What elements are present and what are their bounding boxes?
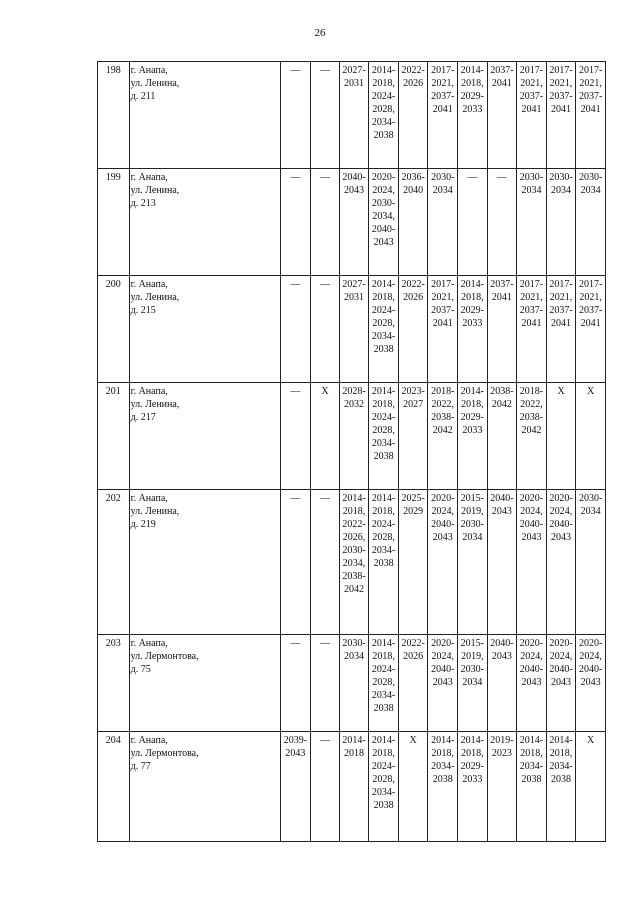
period-cell: 2027- 2031 (339, 62, 369, 169)
address-cell: г. Анапа, ул. Ленина, д. 211 (129, 62, 280, 169)
period-cell: — (311, 635, 340, 732)
period-cell: — (280, 276, 311, 383)
period-cell: — (487, 169, 517, 276)
period-cell: — (311, 276, 340, 383)
period-cell: X (576, 383, 606, 490)
row-number: 198 (98, 62, 130, 169)
period-cell: 2014- 2018, 2034- 2038 (517, 732, 547, 842)
address-cell: г. Анапа, ул. Лермонтова, д. 77 (129, 732, 280, 842)
period-cell: 2037- 2041 (487, 276, 517, 383)
period-cell: 2020- 2024, 2030- 2034, 2040- 2043 (369, 169, 399, 276)
period-cell: 2020- 2024, 2040- 2043 (576, 635, 606, 732)
period-cell: 2030- 2034 (339, 635, 369, 732)
period-cell: 2022- 2026 (398, 635, 428, 732)
row-number: 200 (98, 276, 130, 383)
address-cell: г. Анапа, ул. Ленина, д. 213 (129, 169, 280, 276)
table-body (98, 62, 606, 842)
period-cell: 2040- 2043 (487, 635, 517, 732)
period-cell: 2039- 2043 (280, 732, 311, 842)
address-cell: г. Анапа, ул. Ленина, д. 219 (129, 490, 280, 635)
period-cell: 2020- 2024, 2040- 2043 (546, 490, 576, 635)
period-cell: 2014- 2018 (339, 732, 369, 842)
period-cell: 2014- 2018, 2029- 2033 (458, 732, 488, 842)
period-cell: 2040- 2043 (339, 169, 369, 276)
period-cell: 2018- 2022, 2038- 2042 (428, 383, 458, 490)
period-cell: — (280, 383, 311, 490)
period-cell: — (311, 732, 340, 842)
row-number: 203 (98, 635, 130, 732)
period-cell: 2023- 2027 (398, 383, 428, 490)
table-row (98, 383, 606, 490)
row-number: 201 (98, 383, 130, 490)
period-cell: 2015- 2019, 2030- 2034 (458, 490, 488, 635)
period-cell: 2014- 2018, 2029- 2033 (458, 276, 488, 383)
period-cell: 2030- 2034 (546, 169, 576, 276)
period-cell: 2036- 2040 (398, 169, 428, 276)
period-cell: 2030- 2034 (517, 169, 547, 276)
period-cell: 2018- 2022, 2038- 2042 (517, 383, 547, 490)
period-cell: 2017- 2021, 2037- 2041 (546, 276, 576, 383)
row-number: 202 (98, 490, 130, 635)
row-number: 199 (98, 169, 130, 276)
period-cell: 2028- 2032 (339, 383, 369, 490)
period-cell: — (311, 62, 340, 169)
period-cell: 2017- 2021, 2037- 2041 (576, 62, 606, 169)
period-cell: 2025- 2029 (398, 490, 428, 635)
period-cell: 2017- 2021, 2037- 2041 (546, 62, 576, 169)
period-cell: — (280, 490, 311, 635)
period-cell: 2020- 2024, 2040- 2043 (517, 490, 547, 635)
period-cell: 2015- 2019, 2030- 2034 (458, 635, 488, 732)
period-cell: 2020- 2024, 2040- 2043 (428, 635, 458, 732)
period-cell: 2014- 2018, 2024- 2028, 2034- 2038 (369, 62, 399, 169)
period-cell: 2017- 2021, 2037- 2041 (428, 276, 458, 383)
period-cell: — (311, 169, 340, 276)
period-cell: 2014- 2018, 2029- 2033 (458, 383, 488, 490)
period-cell: 2037- 2041 (487, 62, 517, 169)
period-cell: 2027- 2031 (339, 276, 369, 383)
repair-schedule-table (97, 61, 606, 842)
period-cell: 2017- 2021, 2037- 2041 (517, 62, 547, 169)
period-cell: — (280, 169, 311, 276)
table-row (98, 62, 606, 169)
period-cell: — (280, 635, 311, 732)
table-row (98, 169, 606, 276)
period-cell: — (458, 169, 488, 276)
period-cell: X (398, 732, 428, 842)
page-number: 26 (314, 27, 326, 39)
period-cell: 2014- 2018, 2024- 2028, 2034- 2038 (369, 732, 399, 842)
table-row (98, 635, 606, 732)
period-cell: 2017- 2021, 2037- 2041 (576, 276, 606, 383)
period-cell: 2017- 2021, 2037- 2041 (428, 62, 458, 169)
table-row (98, 276, 606, 383)
address-cell: г. Анапа, ул. Лермонтова, д. 75 (129, 635, 280, 732)
period-cell: 2014- 2018, 2029- 2033 (458, 62, 488, 169)
period-cell: 2014- 2018, 2024- 2028, 2034- 2038 (369, 635, 399, 732)
period-cell: 2017- 2021, 2037- 2041 (517, 276, 547, 383)
period-cell: 2040- 2043 (487, 490, 517, 635)
period-cell: X (576, 732, 606, 842)
period-cell: 2014- 2018, 2024- 2028, 2034- 2038 (369, 383, 399, 490)
row-number: 204 (98, 732, 130, 842)
period-cell: — (280, 62, 311, 169)
period-cell: 2014- 2018, 2034- 2038 (546, 732, 576, 842)
period-cell: 2038- 2042 (487, 383, 517, 490)
period-cell: 2020- 2024, 2040- 2043 (517, 635, 547, 732)
period-cell: 2019- 2023 (487, 732, 517, 842)
period-cell: 2014- 2018, 2034- 2038 (428, 732, 458, 842)
period-cell: 2030- 2034 (576, 169, 606, 276)
address-cell: г. Анапа, ул. Ленина, д. 217 (129, 383, 280, 490)
period-cell: 2022- 2026 (398, 62, 428, 169)
period-cell: 2030- 2034 (428, 169, 458, 276)
table-row (98, 490, 606, 635)
period-cell: 2014- 2018, 2024- 2028, 2034- 2038 (369, 490, 399, 635)
period-cell: X (546, 383, 576, 490)
period-cell: 2030- 2034 (576, 490, 606, 635)
period-cell: 2014- 2018, 2022- 2026, 2030- 2034, 2038- 2042 (339, 490, 369, 635)
period-cell: 2014- 2018, 2024- 2028, 2034- 2038 (369, 276, 399, 383)
table-row (98, 732, 606, 842)
period-cell: 2022- 2026 (398, 276, 428, 383)
period-cell: X (311, 383, 340, 490)
period-cell: 2020- 2024, 2040- 2043 (546, 635, 576, 732)
address-cell: г. Анапа, ул. Ленина, д. 215 (129, 276, 280, 383)
period-cell: — (311, 490, 340, 635)
period-cell: 2020- 2024, 2040- 2043 (428, 490, 458, 635)
